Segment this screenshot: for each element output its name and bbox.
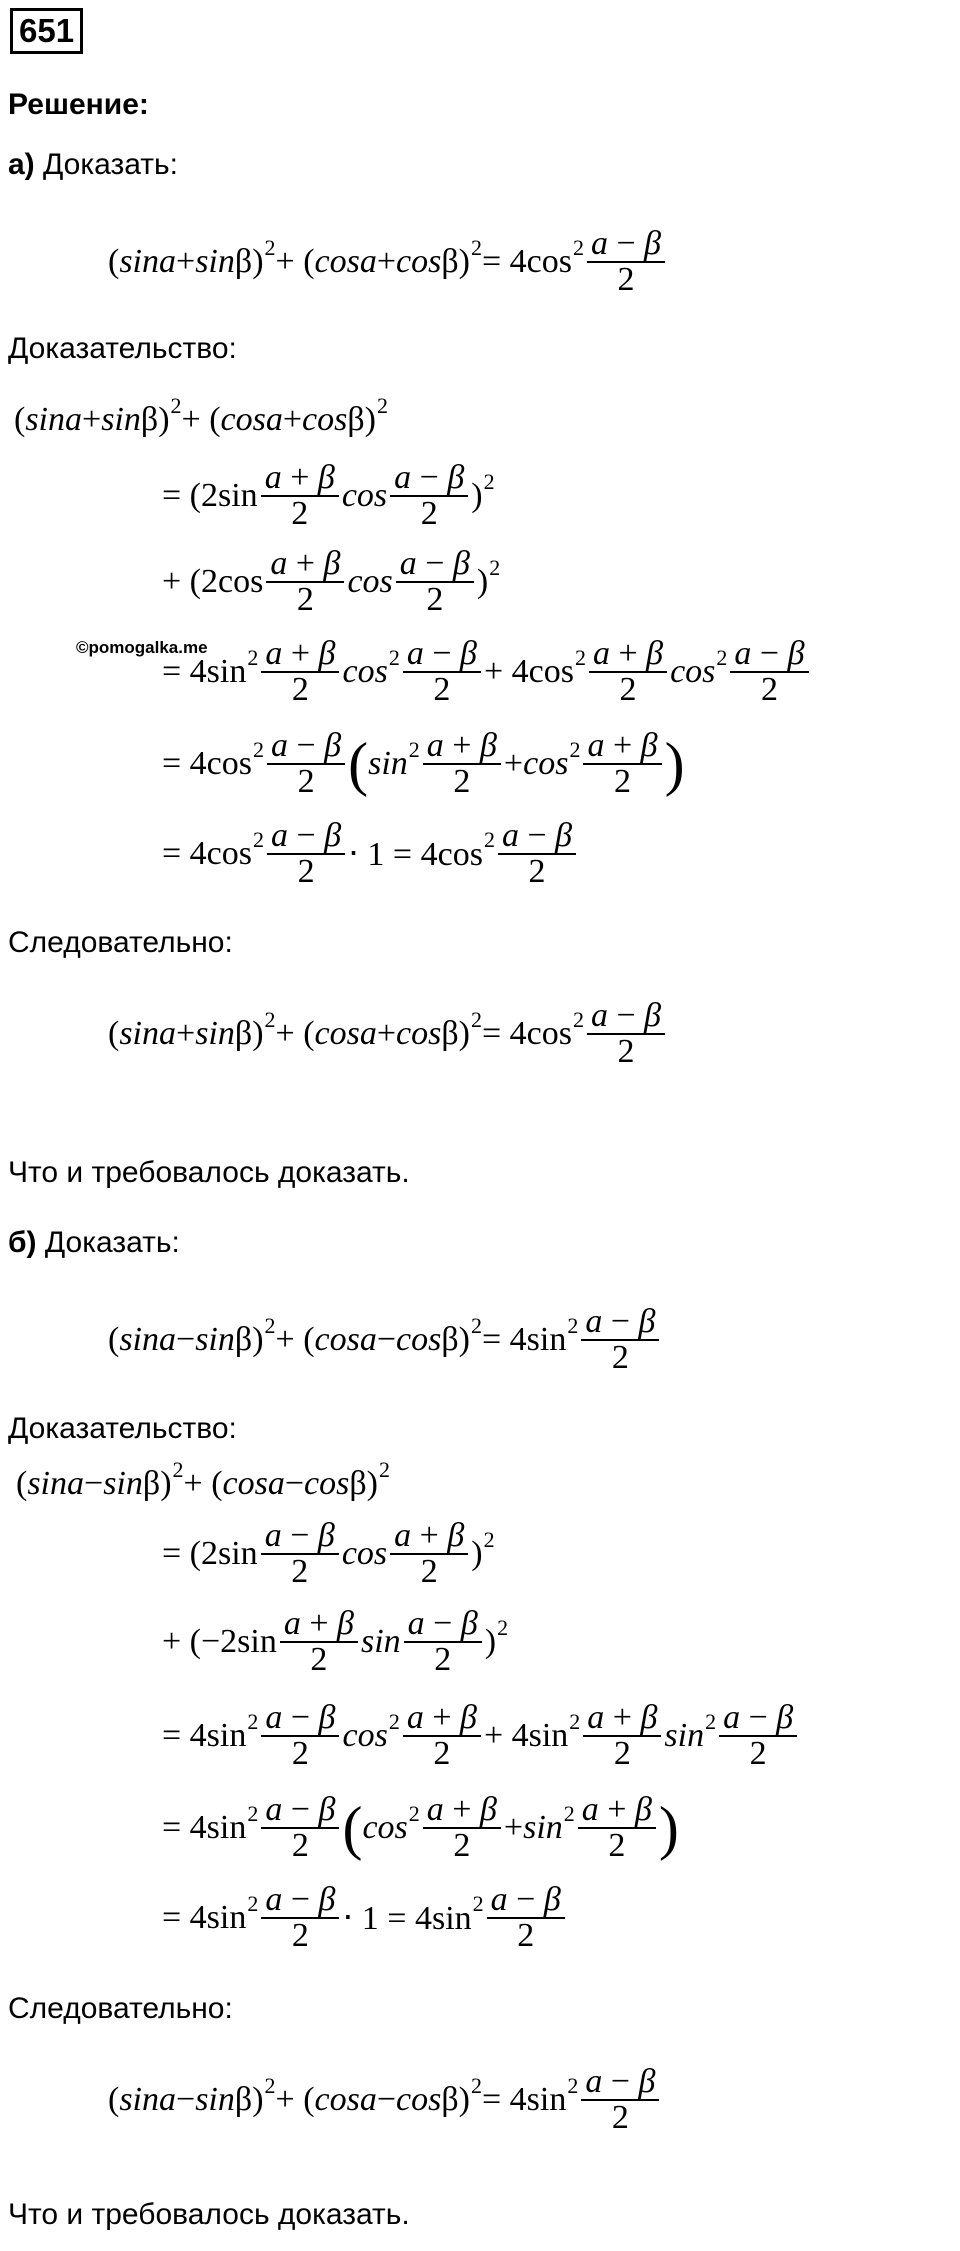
part-a-marker: а) xyxy=(8,148,35,181)
part-a-step-1: ( sina + sin β) 2 + ( cosa + cos β) 2 xyxy=(14,393,388,438)
part-a-step-4: = 4sin 2 $\frac{a + \beta}{2}$ cos 2 $\frac{a - \beta}{2}$ + 4cos 2 $\frac{a + \beta}{2}$ cos 2 $\frac{a - \beta}{2}$ xyxy=(162,636,812,708)
part-b-proof-label: Доказательство: xyxy=(8,1412,237,1445)
part-b-step-1: ( sina − sin β) 2 + ( cosa − cos β) 2 xyxy=(16,1457,390,1502)
part-b-task: Доказать: xyxy=(44,1226,180,1259)
part-b-step-3: + (−2sin $\frac{a + \beta}{2}$ sin $\frac{a - \beta}{2}$ ) 2 xyxy=(162,1605,509,1678)
part-b-marker: б) xyxy=(8,1226,37,1259)
part-b-step-6: = 4sin 2 $\frac{a - \beta}{2}$ ⋅ 1 = 4sin 2 $\frac{a - \beta}{2}$ xyxy=(162,1882,568,1954)
watermark: ©pomogalka.me xyxy=(76,638,208,657)
part-b-step-4: = 4sin 2 $\frac{a - \beta}{2}$ cos 2 $\frac{a + \beta}{2}$ + 4sin 2 $\frac{a + \beta}{2}$ sin 2 $\frac{a - \beta}{2}$ xyxy=(162,1700,800,1772)
part-b-step-5: = 4sin 2 $\frac{a - \beta}{2}$ ( cos 2 $\frac{a + \beta}{2}$ + sin 2 $\frac{a + \beta}{2}$ ) xyxy=(162,1791,679,1864)
part-b-conclusion: Что и требовалось доказать. xyxy=(8,2198,410,2231)
part-a-therefore-label: Следовательно: xyxy=(8,926,233,959)
part-a-proof-label: Доказательство: xyxy=(8,332,237,365)
part-a-conclusion: Что и требовалось доказать. xyxy=(8,1156,410,1189)
part-b-statement: ( sina − sin β) 2 + ( cosa − cos β) 2 = 4sin 2 $\frac{a - \beta}{2}$ xyxy=(108,1304,662,1376)
part-a-heading xyxy=(8,146,178,184)
solution-heading: Решение: xyxy=(8,88,149,121)
part-b-step-2: = (2sin $\frac{a - \beta}{2}$ cos $\frac{a + \beta}{2}$ ) 2 xyxy=(162,1517,495,1590)
part-a-statement: ( sina + sin β) 2 + ( cosa + cos β) 2 = 4cos 2 $\frac{a - \beta}{2}$ xyxy=(108,226,668,298)
part-a-result: ( sina + sin β) 2 + ( cosa + cos β) 2 = 4cos 2 $\frac{a - \beta}{2}$ xyxy=(108,998,668,1070)
problem-number: 651 xyxy=(10,8,83,54)
part-a-task: Доказать: xyxy=(43,148,178,181)
part-b-heading xyxy=(8,1224,180,1262)
part-a-step-3: + (2cos $\frac{a + \beta}{2}$ cos $\frac{a - \beta}{2}$ ) 2 xyxy=(162,545,501,618)
part-a-step-6: = 4cos 2 $\frac{a - \beta}{2}$ ⋅ 1 = 4cos 2 $\frac{a - \beta}{2}$ xyxy=(162,818,579,890)
part-b-therefore-label: Следовательно: xyxy=(8,1992,233,2025)
part-a-step-5: = 4cos 2 $\frac{a - \beta}{2}$ ( sin 2 $\frac{a + \beta}{2}$ + cos 2 $\frac{a + \beta}{2}$ ) xyxy=(162,727,685,800)
part-a-step-2: = (2sin $\frac{a + \beta}{2}$ cos $\frac{a - \beta}{2}$ ) 2 xyxy=(162,459,495,532)
part-b-result: ( sina − sin β) 2 + ( cosa − cos β) 2 = 4sin 2 $\frac{a - \beta}{2}$ xyxy=(108,2064,662,2136)
